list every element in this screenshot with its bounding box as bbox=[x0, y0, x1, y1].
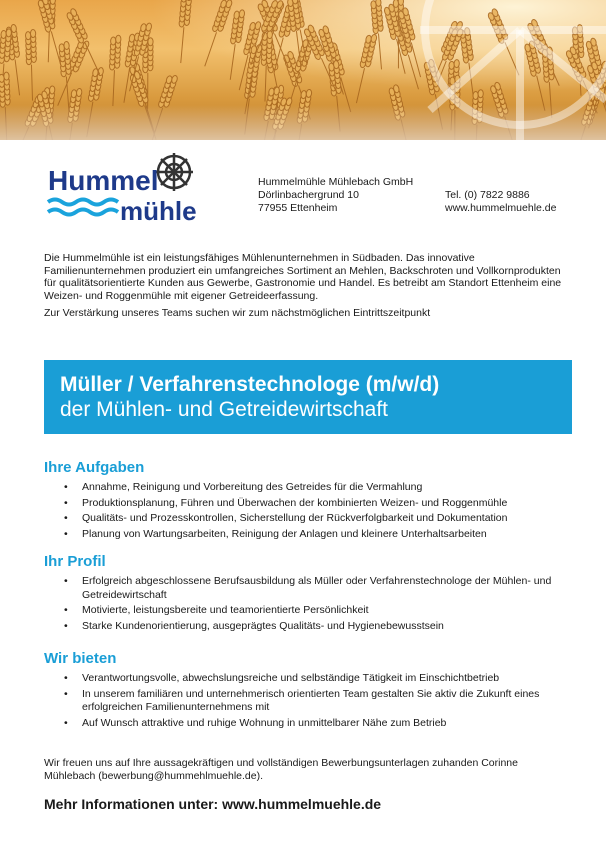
intro-text bbox=[44, 252, 569, 320]
job-title-box bbox=[44, 360, 572, 434]
list-item: • Starke Kundenorientierung, ausgeprägtes Qualitäts- und Hygienebewusstsein bbox=[82, 620, 574, 634]
section-tasks bbox=[44, 459, 574, 543]
bullet-list bbox=[44, 672, 574, 730]
company-logo bbox=[44, 150, 204, 228]
hero-wheat-image bbox=[0, 0, 606, 140]
list-item: • Annahme, Reinigung und Vorbereitung des Getreides für die Vermahlung bbox=[82, 481, 574, 495]
logo-text-hummel: Hummel bbox=[48, 165, 159, 196]
list-item: • Verantwortungsvolle, abwechslungsreiche und selbständige Tätigkeit im Einschichtbetrieb bbox=[82, 672, 574, 686]
job-title: Müller / Verfahrenstechnologe (m/w/d) bbox=[60, 373, 440, 396]
section-heading: Ihr Profil bbox=[44, 553, 106, 570]
bullet-list bbox=[44, 575, 574, 633]
logo-text-muehle: mühle bbox=[120, 196, 197, 226]
list-item: • Motivierte, leistungsbereite und teamorientierte Persönlichkeit bbox=[82, 604, 574, 618]
intro-paragraph: Die Hummelmühle ist ein leistungsfähiges Mühlenunternehmen in Südbaden. Das innovative Familienunternehmen produziert ein umfangreiches Sortiment an Mehlen, Backschroten und Vollkornprodukten für qualitätsorientierte Kunden aus Gewerbe, Gastronomie und Handel. Es betreibt am Standort Ettenheim eine Weizen- und Roggenmühle mit eigener Getreideerfassung. bbox=[44, 252, 562, 302]
company-contact bbox=[445, 189, 556, 215]
section-profile bbox=[44, 553, 574, 635]
company-website[interactable]: www.hummelmuehle.de bbox=[445, 202, 557, 214]
company-address bbox=[258, 176, 413, 215]
mill-wheel-icon bbox=[155, 153, 193, 191]
list-item: • Erfolgreich abgeschlossene Berufsausbildung als Müller oder Verfahrenstechnologe der Mühlen- und Getreidewirtschaft bbox=[82, 575, 574, 602]
section-offer bbox=[44, 650, 574, 732]
job-subtitle: der Mühlen- und Getreidewirtschaft bbox=[60, 398, 388, 421]
company-name: Hummelmühle Mühlebach GmbH bbox=[258, 176, 414, 188]
company-street: Dörlinbachergrund 10 bbox=[258, 189, 359, 201]
wheat-field-illustration bbox=[0, 0, 606, 140]
section-heading: Wir bieten bbox=[44, 650, 117, 667]
more-info-link[interactable]: Mehr Informationen unter: www.hummelmuehle.de bbox=[44, 796, 382, 812]
list-item: • Planung von Wartungsarbeiten, Reinigung der Anlagen und kleinere Unterhaltsarbeiten bbox=[82, 528, 574, 542]
company-phone: Tel. (0) 7822 9886 bbox=[445, 189, 530, 201]
bullet-list bbox=[44, 481, 574, 541]
list-item: • Qualitäts- und Prozesskontrollen, Sicherstellung der Rückverfolgbarkeit und Dokumentation bbox=[82, 512, 574, 526]
section-heading: Ihre Aufgaben bbox=[44, 459, 145, 476]
company-city: 77955 Ettenheim bbox=[258, 202, 338, 214]
list-item: • Auf Wunsch attraktive und ruhige Wohnung in unmittelbarer Nähe zum Betrieb bbox=[82, 717, 574, 731]
list-item: • Produktionsplanung, Führen und Überwachen der kombinierten Weizen- und Roggenmühle bbox=[82, 497, 574, 511]
water-waves-icon bbox=[48, 200, 118, 215]
intro-paragraph: Zur Verstärkung unseres Teams suchen wir zum nächstmöglichen Eintrittszeitpunkt bbox=[44, 307, 431, 320]
list-item: • In unserem familiären und unternehmerisch orientierten Team gestalten Sie aktiv die Zukunft eines erfolgreichen Familienunternehmens mit bbox=[82, 688, 574, 715]
closing-text: Wir freuen uns auf Ihre aussagekräftigen und vollständigen Bewerbungsunterlagen zuhanden Corinne Mühlebach (bewerbung@hummehlmuehle.de). bbox=[44, 757, 518, 782]
